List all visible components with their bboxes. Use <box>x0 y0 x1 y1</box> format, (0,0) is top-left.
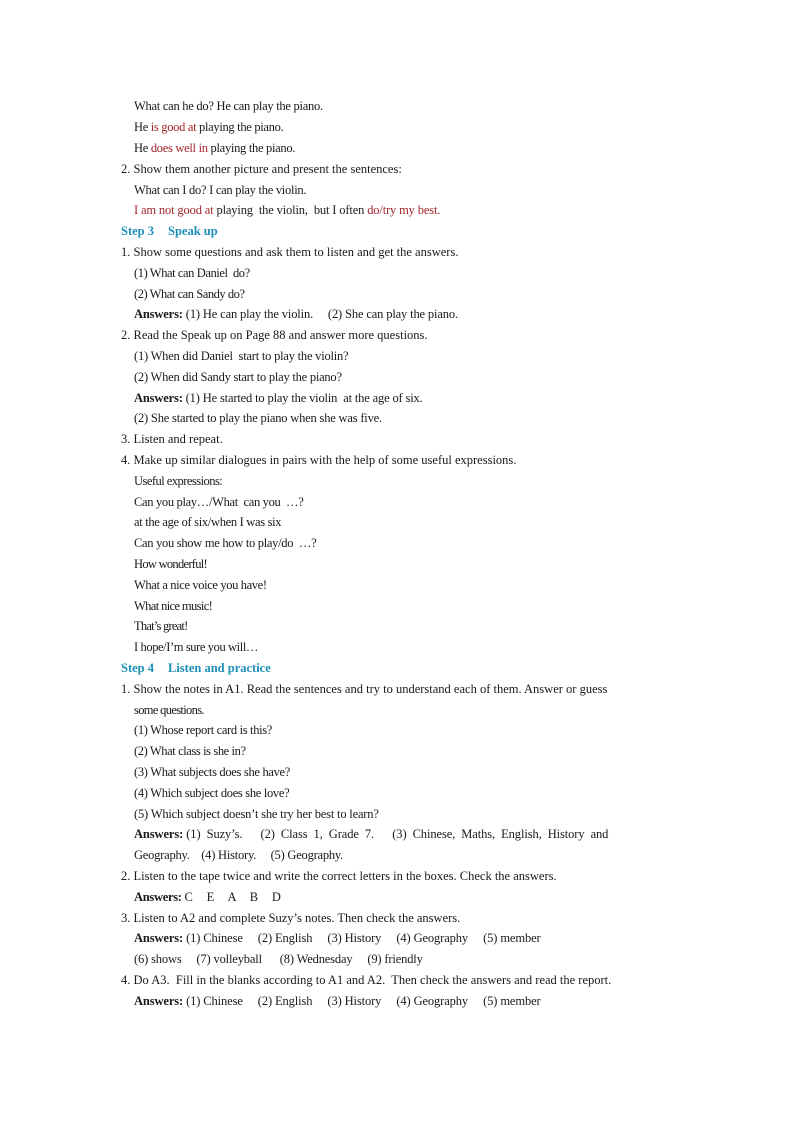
list-item-4: 4. Make up similar dialogues in pairs with the help of some useful expressions. <box>121 453 517 467</box>
answers-line <box>134 928 694 949</box>
answers-text: (1) He started to play the violin at the age of six. <box>182 391 423 405</box>
answers-text: (1) Chinese (2) English (3) History (4) Geography (5) member <box>183 994 541 1008</box>
answers-label: Answers: <box>134 931 184 945</box>
answers-text: (1) He can play the violin. (2) She can play the piano. <box>182 307 458 321</box>
answers-label: Answers: <box>134 994 184 1008</box>
answers-line <box>134 824 694 845</box>
list-item-1: 1. Show some questions and ask them to listen and get the answers. <box>121 245 459 259</box>
question: (5) Which subject doesn’t she try her best to learn? <box>134 807 379 821</box>
text: playing the piano. <box>207 141 296 155</box>
text: playing the violin, but I often <box>213 203 368 217</box>
question: (1) Whose report card is this? <box>134 723 272 737</box>
list-item-3: 3. Listen to A2 and complete Suzy’s notes. Then check the answers. <box>121 911 461 925</box>
expression: What nice music! <box>134 599 213 613</box>
highlight-phrase: do/try my best. <box>367 203 441 217</box>
answers-line <box>134 887 694 908</box>
answers-label: Answers: <box>134 391 183 405</box>
question: (2) What can Sandy do? <box>134 287 245 301</box>
step-3-heading <box>121 221 681 242</box>
step-title: Speak up <box>168 224 218 238</box>
expression: That’s great! <box>134 619 188 633</box>
answers-line <box>134 304 694 325</box>
line-he-can-play-piano: What can he do? He can play the piano. <box>134 99 323 113</box>
list-item-2: 2. Read the Speak up on Page 88 and answer more questions. <box>121 328 428 342</box>
question: (2) What class is she in? <box>134 744 246 758</box>
list-item-3: 3. Listen and repeat. <box>121 432 223 446</box>
question: (3) What subjects does she have? <box>134 765 291 779</box>
answer-continued: (2) She started to play the piano when she was five. <box>134 411 382 425</box>
answers-label: Answers: <box>134 307 183 321</box>
question: (4) Which subject does she love? <box>134 786 290 800</box>
line-is-good-at <box>134 117 694 138</box>
answers-text: C E A B D <box>181 890 281 904</box>
question: (1) What can Daniel do? <box>134 266 250 280</box>
answers-text: (1) Chinese (2) English (3) History (4) Geography (5) member <box>183 931 541 945</box>
expressions-heading: Useful expressions: <box>134 474 223 488</box>
question: (1) When did Daniel start to play the violin? <box>134 349 349 363</box>
answer-continued: (6) shows (7) volleyball (8) Wednesday (9) friendly <box>134 952 423 966</box>
question: (2) When did Sandy start to play the piano? <box>134 370 342 384</box>
answer-continued: Geography. (4) History. (5) Geography. <box>134 848 344 862</box>
highlight-phrase: does well in <box>150 141 208 155</box>
expression: Can you show me how to play/do …? <box>134 536 317 550</box>
line-not-good-at <box>134 200 694 221</box>
highlight-phrase: is good at <box>150 120 197 134</box>
step-4-heading <box>121 658 681 679</box>
text: playing the piano. <box>196 120 284 134</box>
expression: How wonderful! <box>134 557 207 571</box>
highlight-phrase: I am not good at <box>134 203 214 217</box>
answers-line <box>134 388 694 409</box>
answers-label: Answers: <box>134 890 182 904</box>
line-does-well-in <box>134 138 694 159</box>
expression: Can you play…/What can you …? <box>134 495 304 509</box>
list-item-continued: some questions. <box>134 703 204 717</box>
text: He <box>134 120 151 134</box>
expression: I hope/I’m sure you will… <box>134 640 259 654</box>
list-item-4: 4. Do A3. Fill in the blanks according to A1 and A2. Then check the answers and read the report. <box>121 973 612 987</box>
step-title: Listen and practice <box>168 661 271 675</box>
expression: What a nice voice you have! <box>134 578 267 592</box>
list-item-2: 2. Show them another picture and present the sentences: <box>121 162 402 176</box>
list-item-2: 2. Listen to the tape twice and write the correct letters in the boxes. Check the answers. <box>121 869 557 883</box>
list-item-1: 1. Show the notes in A1. Read the sentences and try to understand each of them. Answer or guess <box>121 682 608 696</box>
step-number: Step 4 <box>121 661 154 675</box>
answers-label: Answers: <box>134 827 184 841</box>
line-play-violin: What can I do? I can play the violin. <box>134 183 307 197</box>
step-number: Step 3 <box>121 224 154 238</box>
text: He <box>134 141 151 155</box>
answers-line <box>134 991 694 1012</box>
answers-text: (1) Suzy’s. (2) Class 1, Grade 7. (3) Chinese, Maths, English, History and <box>183 827 609 841</box>
expression: at the age of six/when I was six <box>134 515 282 529</box>
